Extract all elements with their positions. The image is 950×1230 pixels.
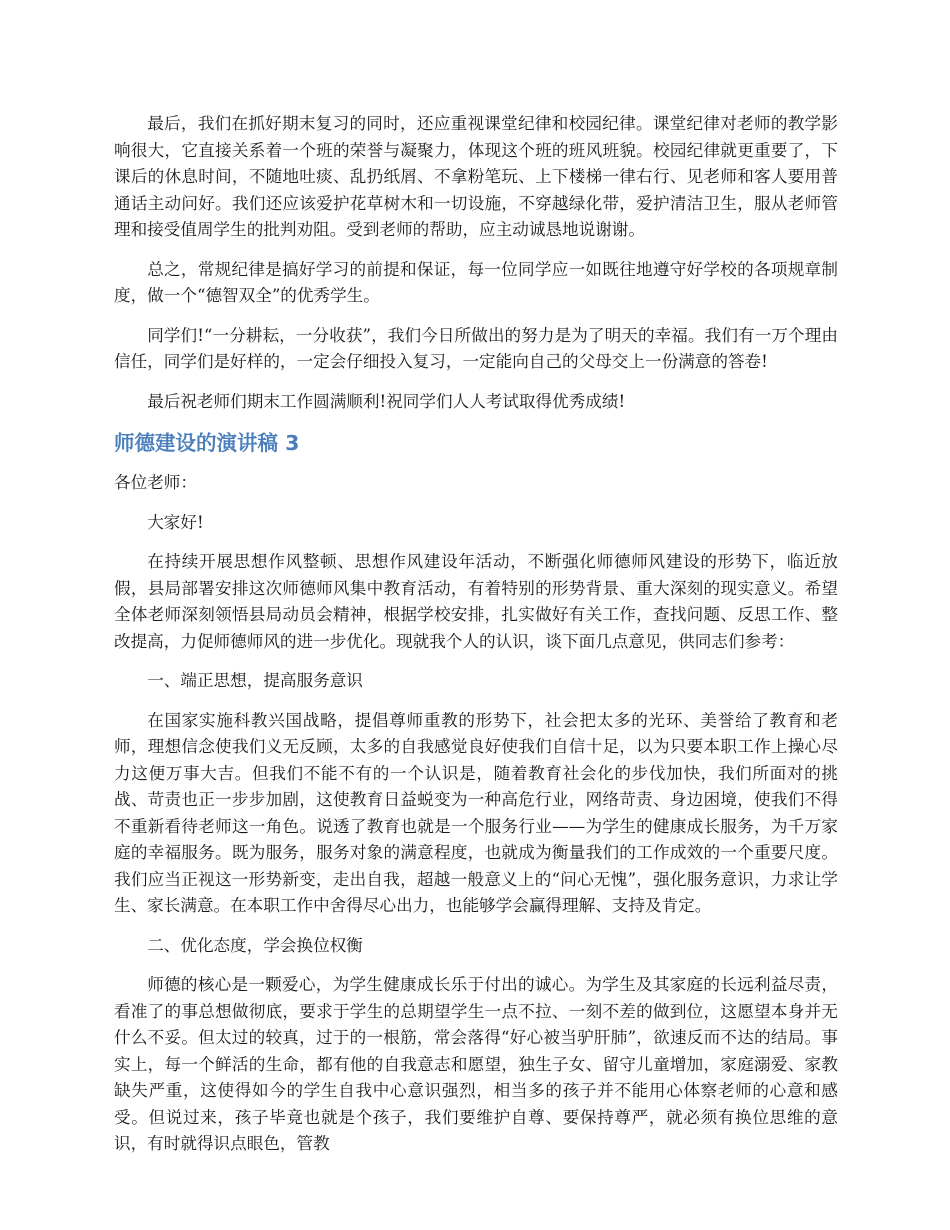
greeting: 大家好! [147,512,204,532]
body-paragraph: 同学们!“一分耕耘，一分收获”，我们今日所做出的努力是为了明天的幸福。我们有一万个理由信任，同学们是好样的，一定会仔细投入复习，一定能向自己的父母交上一份满意的答卷! [114,325,838,371]
body-paragraph: 总之，常规纪律是搞好学习的前提和保证，每一位同学应一如既往地遵守好学校的各项规章制度，做一个“德智双全”的优秀学生。 [114,259,838,305]
document-page [114,111,838,1171]
salutation: 各位老师： [114,473,197,492]
body-paragraph: 师德的核心是一颗爱心，为学生健康成长乐于付出的诚心。为学生及其家庭的长远利益尽责，看准了的事总想做彻底，要求于学生的总期望学生一点不拉、一刻不差的做到位，这愿望本身并无什么不妥。但太过的较真，过于的一根筋，常会落得“好心被当驴肝肺”，欲速反而不达的结局。事实上，每一个鲜活的生命，都有他的自我意志和愿望，独生子女、留守儿童增加，家庭溺爱、家教缺失严重，这使得如今的学生自我中心意识强烈，相当多的孩子并不能用心体察老师的心意和感受。但说过来，孩子毕竟也就是个孩子，我们要维护自尊、要保持尊严，就必须有换位思维的意识，有时就得识点眼色，管教 [114,975,838,1153]
subheading-two: 二、优化态度，学会换位权衡 [147,935,363,955]
body-paragraph: 最后祝老师们期末工作圆满顺利!祝同学们人人考试取得优秀成绩! [147,391,626,411]
body-paragraph: 在持续开展思想作风整顿、思想作风建设年活动，不断强化师德师风建设的形势下，临近放假，县局部署安排这次师德师风集中教育活动，有着特别的形势背景、重大深刻的现实意义。希望全体老师深刻领悟县局动员会精神，根据学校安排，扎实做好有关工作，查找问题、反思工作、整改提高，力促师德师风的进一步优化。现就我个人的认识，谈下面几点意见，供同志们参考： [114,552,838,651]
section-heading: 师德建设的演讲稿 3 [114,431,300,455]
subheading-one: 一、端正思想，提高服务意识 [147,671,363,690]
body-paragraph: 最后，我们在抓好期末复习的同时，还应重视课堂纪律和校园纪律。课堂纪律对老师的教学影响很大，它直接关系着一个班的荣誉与凝聚力，体现这个班的班风班貌。校园纪律就更重要了，下课后的休息时间，不随地吐痰、乱扔纸屑、不拿粉笔玩、上下楼梯一律右行、见老师和客人要用普通话主动问好。我们还应该爱护花草树木和一切设施，不穿越绿化带，爱护清洁卫生，服从老师管理和接受值周学生的批判劝阻。受到老师的帮助，应主动诚恳地说谢谢。 [114,114,838,239]
body-paragraph: 在国家实施科教兴国战略，提倡尊师重教的形势下，社会把太多的光环、美誉给了教育和老师，理想信念使我们义无反顾，太多的自我感觉良好使我们自信十足，以为只要本职工作上操心尽力这便万事大吉。但我们不能不有的一个认识是，随着教育社会化的步伐加快，我们所面对的挑战、苛责也正一步步加剧，这使教育日益蜕变为一种高危行业，网络苛责、身边困境，使我们不得不重新看待老师这一角色。说透了教育也就是一个服务行业——为学生的健康成长服务，为千万家庭的幸福服务。既为服务，服务对象的满意程度，也就成为衡量我们的工作成效的一个重要尺度。我们应当正视这一形势新变，走出自我，超越一般意义上的“问心无愧”，强化服务意识，力求让学生、家长满意。在本职工作中舍得尽心出力，也能够学会赢得理解、支持及肯定。 [114,710,838,915]
